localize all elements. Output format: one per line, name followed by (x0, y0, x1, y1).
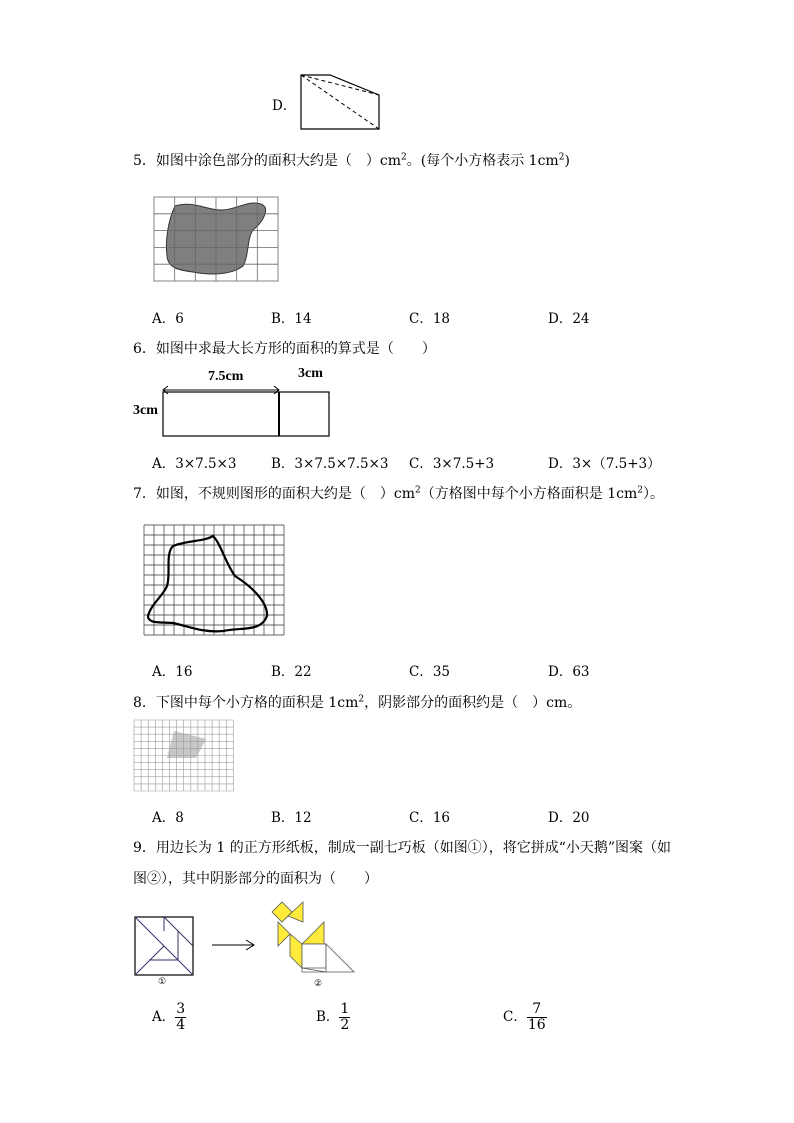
q6-length-label: 7.5cm (208, 369, 244, 384)
q5-question: 5．如图中涂色部分的面积大约是（ ）$cm^2$。(每个小方格表示 $1cm^2$) (133, 152, 570, 169)
q7-option-b[interactable]: B．22 (271, 664, 312, 680)
q9-option-b-fraction: $\frac{1}{2}$ (340, 1001, 350, 1033)
q4-option-d[interactable]: D． (272, 98, 297, 114)
q5-option-c[interactable]: C．18 (409, 311, 451, 327)
q4-option-d-figure (298, 72, 382, 134)
q7-option-a[interactable]: A．16 (152, 664, 193, 680)
q6-question: 6．如图中求最大长方形的面积的算式是（ ） (133, 341, 436, 357)
q8-question: 8．下图中每个小方格的面积是 $1cm^2$，阴影部分的面积约是（ ）cm。 (133, 694, 582, 711)
q6-option-a[interactable]: A．3×7.5×3 (152, 456, 237, 472)
q5-option-d[interactable]: D．24 (548, 311, 590, 327)
q8-option-d[interactable]: D．20 (548, 810, 590, 826)
q8-option-a[interactable]: A．8 (152, 810, 184, 826)
q5-option-b[interactable]: B．14 (271, 311, 312, 327)
q5-option-a[interactable]: A．6 (152, 311, 184, 327)
q9-option-c-fraction: $\frac{7}{16}$ (527, 1001, 546, 1033)
q9-tangram-figure-1 (133, 915, 195, 977)
q8-option-b[interactable]: B．12 (271, 810, 312, 826)
q9-swan-figure-2 (268, 898, 360, 982)
q9-option-a[interactable]: A． $\frac{3}{4}$ (152, 1001, 186, 1033)
q9-question-line2: 图②），其中阴影部分的面积为（ ） (133, 871, 378, 887)
q7-question: 7．如图，不规则图形的面积大约是（ ）$cm^2$（方格图中每个小方格面积是 $1cm^2$）。 (133, 485, 664, 502)
q9-option-a-fraction: $\frac{3}{4}$ (176, 1001, 186, 1033)
q7-grid-figure (143, 524, 285, 638)
arrow-right-icon (210, 935, 258, 955)
q6-small-label: 3cm (298, 366, 323, 381)
q5-grid-figure (153, 196, 281, 284)
q7-option-d[interactable]: D．63 (548, 664, 590, 680)
q6-height-label: 3cm (133, 403, 158, 418)
q9-option-b[interactable]: B． $\frac{1}{2}$ (316, 1001, 350, 1033)
q6-rectangle-figure (160, 382, 335, 440)
q9-question-line1: 9．用边长为 1 的正方形纸板，制成一副七巧板（如图①），将它拼成“小天鹅”图案（如 (133, 840, 672, 856)
q9-option-c[interactable]: C． $\frac{7}{16}$ (503, 1001, 546, 1033)
q8-grid-figure (133, 719, 235, 793)
q7-option-c[interactable]: C．35 (409, 664, 451, 680)
q6-option-d[interactable]: D．3×（7.5+3） (548, 456, 661, 472)
q6-option-c[interactable]: C．3×7.5+3 (409, 456, 495, 472)
q9-figure-1-label: ① (158, 977, 167, 987)
q8-option-c[interactable]: C．16 (409, 810, 451, 826)
q9-figure-2-label: ② (314, 979, 323, 989)
q6-option-b[interactable]: B．3×7.5×7.5×3 (271, 456, 389, 472)
